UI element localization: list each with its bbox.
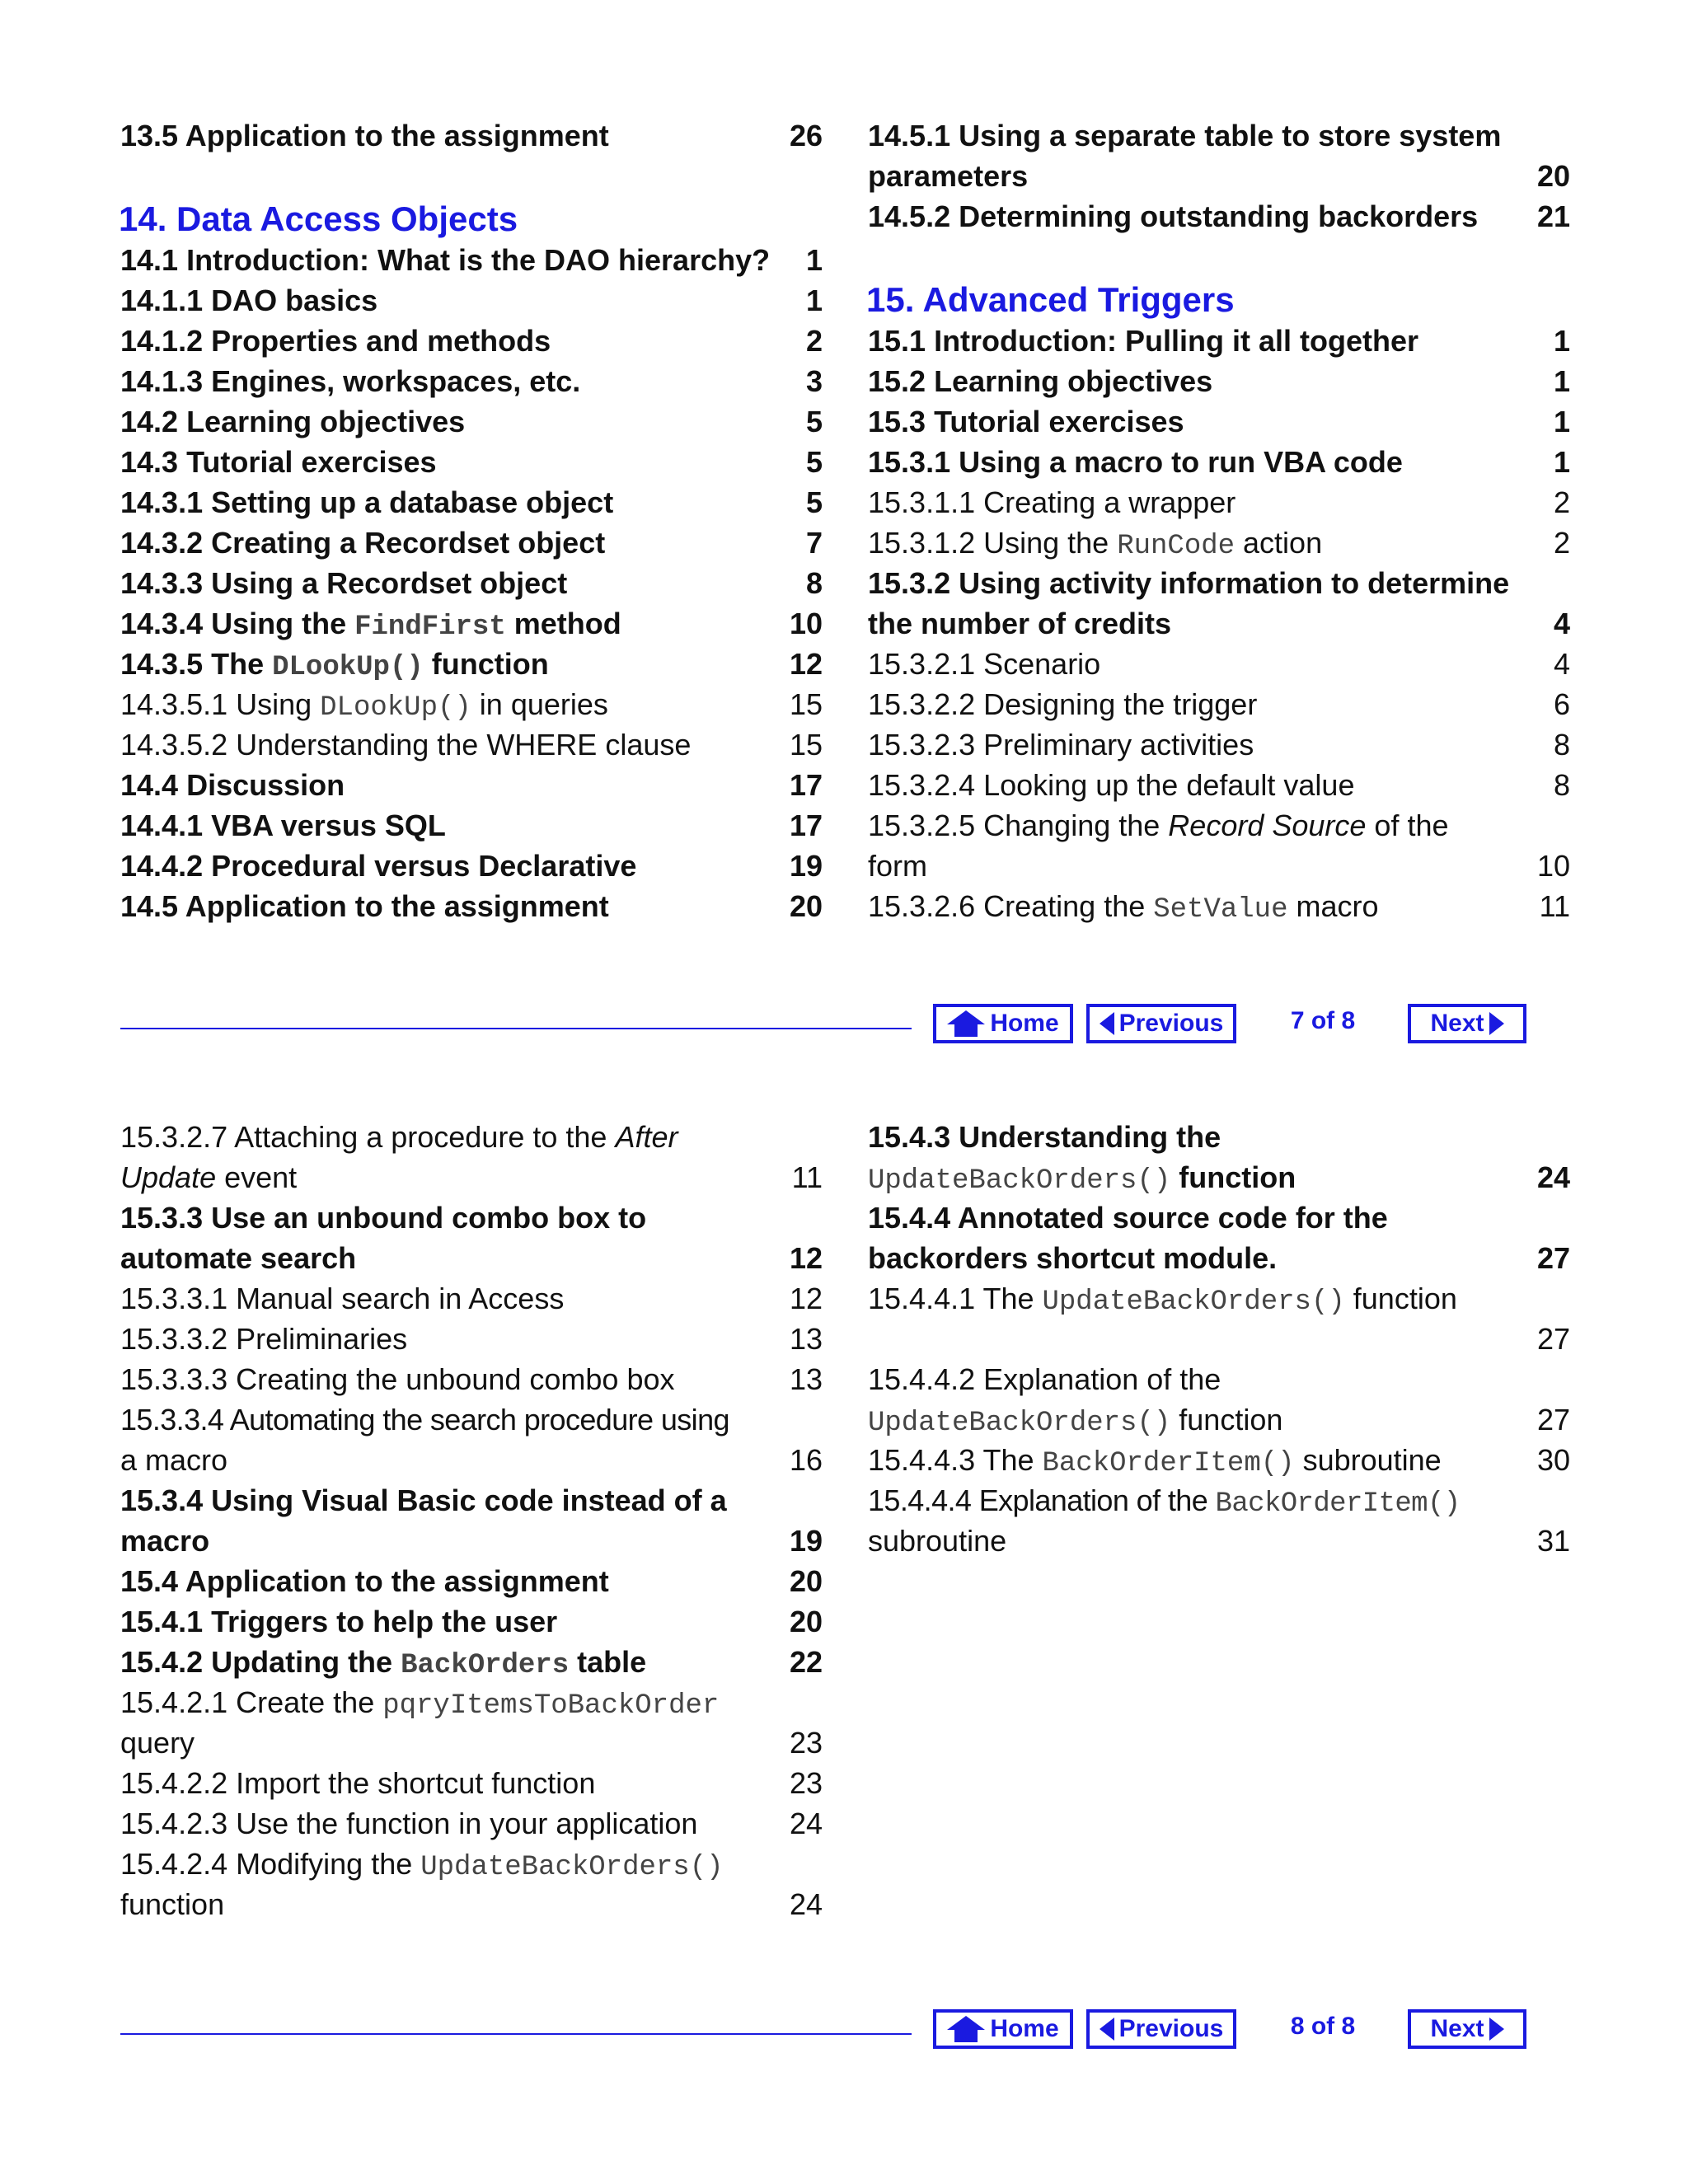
divider-line [120, 1028, 912, 1029]
previous-button[interactable]: Previous [1086, 1004, 1236, 1043]
page-nav-bar [0, 1004, 1688, 1053]
arrow-right-icon [1489, 2018, 1504, 2041]
toc-page-number: 26 [789, 119, 823, 152]
page-indicator: 7 of 8 [1290, 1007, 1356, 1034]
divider-line [120, 2033, 912, 2035]
home-icon [947, 2016, 985, 2042]
page-indicator: 8 of 8 [1290, 2013, 1356, 2040]
next-button[interactable]: Next [1408, 1004, 1526, 1043]
previous-button[interactable]: Previous [1086, 2009, 1236, 2049]
toc-page-7: 13.5 Application to the assignment 26 14. Data Access Objects 14.1 Introduction: What is the DAO hierarchy? 1 14.1.1 DAO basics 1 14.1.2 Properties and methods 2 14.1.3 Engines, workspaces, etc. 3 14.2 Learning objectives 5 14.3 Tutorial exercises 5 14.3.1 Setting up a database object 5 14.3.2 Creating a Recordset object 7 14.3.3 Using a Recordset object 8 14.3.4 Using the FindFirst method 10 14.3.5 The DLookUp() function 12 14.3.5.1 Using DLookUp() in queries 15 14.3.5.2 Understanding the WHERE clause 15 14.4 Discussion 17 14.4.1 VBA versus SQL 17 14.4.2 Procedural versus Declarative 19 14.5 Application to the assignment 20 14.5.1 Using a separate table to store system parameters 20 14.5.2 Determining outstanding backorders 21 15. Advanced Triggers 15.1 Introduction: Pulling it all together 1 15.2 Learning objectives 1 15.3 Tutorial exercises 1 15.3.1 Using a macro to run VBA code 1 15.3.1.1 Creating a wrapper 2 15.3.1.2 Using the RunCode action 2 15.3.2 Using activity information to determine the number of credits 4 15.3.2.1 Scenario 4 15.3.2.2 Designing the trigger 6 15.3.2.3 Preliminary activities 8 15.3.2.4 Looking up the default value 8 15.3.2.5 Changing the Record Source of the form 10 15.3.2.6 Creating the SetValue macro 11 [0, 0, 1688, 1063]
toc-page-8: 15.3.2.7 Attaching a procedure to the After Update event 11 15.3.3 Use an unbound combo box to automate search 12 15.3.3.1 Manual search in Access 12 15.3.3.2 Preliminaries 13 15.3.3.3 Creating the unbound combo box 13 15.3.3.4 Automating the search procedure using a macro 16 15.3.4 Using Visual Basic code instead of a macro 19 15.4 Application to the assignment 20 15.4.1 Triggers to help the user 20 15.4.2 Updating the BackOrders table 22 15.4.2.1 Create the pqryItemsToBackOrder query 23 15.4.2.2 Import the shortcut function 23 15.4.2.3 Use the function in your application 24 15.4.2.4 Modifying the UpdateBackOrders() function 24 15.4.3 Understanding the UpdateBackOrders() function 24 15.4.4 Annotated source code for the backorders shortcut module. 27 15.4.4.1 The UpdateBackOrders() function 27 15.4.4.2 Explanation of the UpdateBackOrders() function 27 15.4.4.3 The BackOrderItem() subroutine 30 15.4.4.4 Explanation of the BackOrderItem() subroutine 31 [120, 1120, 1570, 1921]
home-button[interactable]: Home [933, 1004, 1073, 1043]
arrow-right-icon [1489, 1012, 1504, 1035]
arrow-left-icon [1100, 2018, 1114, 2041]
page-nav-bar [0, 2009, 1688, 2059]
home-icon [947, 1010, 985, 1037]
arrow-left-icon [1100, 1012, 1114, 1035]
next-button[interactable]: Next [1408, 2009, 1526, 2049]
home-button[interactable]: Home [933, 2009, 1073, 2049]
